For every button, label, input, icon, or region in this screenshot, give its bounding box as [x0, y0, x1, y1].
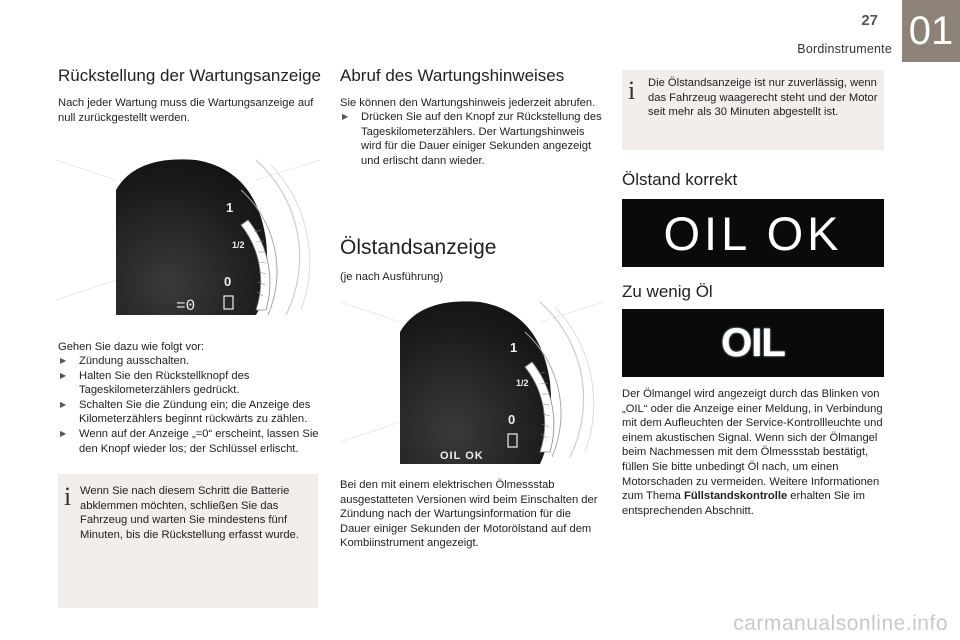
reset-step-4: ▶ Wenn auf der Anzeige „=0“ erscheint, lassen Sie den Knopf wieder los; der Schlüssel erlischt. — [58, 427, 320, 456]
electric-dipstick-text: Bei den mit einem elektrischen Ölmessstab ausgestatteten Versionen wird beim Einschalten der Zündung nach der Wartungsinformation für die Dauer einiger Sekunden der Motorölstand auf dem Kombiinstrument angezeigt. — [340, 479, 598, 550]
watermark: carmanualsonline.info — [733, 612, 948, 635]
reset-intro-text: Nach jeder Wartung muss die Wartungsanzeige auf null zurückgestellt werden. — [58, 97, 314, 124]
reset-step-1: ▶ Zündung ausschalten. — [58, 354, 320, 369]
retrieve-step-1: ▶ Drücken Sie auf den Knopf zur Rückstellung des Tageskilometerzählers. Der Wartungshinweis wird für die Dauer einiger Sekunden angezeigt und erlischt dann wieder. — [340, 110, 604, 168]
page-number: 27 — [861, 12, 878, 29]
variant-note: (je nach Ausführung) — [340, 271, 444, 283]
oil-gauge-illustration — [340, 292, 604, 472]
retrieve-steps-list — [340, 110, 604, 168]
reset-step-3: ▶ Schalten Sie die Zündung ein; die Anzeige des Kilometerzählers beginnt rückwärts zu zählen. — [58, 398, 320, 427]
oil-low-text: OIL — [721, 320, 785, 365]
oil-ok-display-panel — [622, 199, 884, 267]
oil-low-display-panel — [622, 309, 884, 377]
reset-step-2: ▶ Halten Sie den Rückstellknopf des Tageskilometerzählers gedrückt. — [58, 369, 320, 398]
retrieve-intro-text: Sie können den Wartungshinweis jederzeit abrufen. — [340, 97, 596, 109]
heading-retrieve-maintenance: Abruf des Wartungshinweises — [340, 66, 565, 85]
reset-steps-list — [58, 354, 320, 456]
gauge-mark-half: 1/2 — [232, 240, 245, 250]
level-check-reference: Füllstandskontrolle — [683, 490, 788, 503]
gauge-display-zero: =0 — [176, 297, 196, 315]
info-box-battery — [58, 474, 318, 608]
heading-oil-level-indicator: Ölstandsanzeige — [340, 236, 497, 259]
gauge-mark-0: 0 — [224, 274, 232, 289]
heading-oil-too-low: Zu wenig Öl — [622, 282, 713, 301]
info-box-oil-reliability — [622, 70, 884, 150]
oil-gauge-display: OIL OK — [440, 450, 484, 462]
info-battery-text: Wenn Sie nach diesem Schritt die Batterie abklemmen möchten, schließen Sie das Fahrzeug und warten Sie mindestens fünf Minuten, bis die Rückstellung erfasst wurde. — [80, 485, 299, 541]
gauge-mark-1: 1 — [226, 200, 234, 215]
maintenance-gauge-illustration — [56, 150, 320, 330]
info-icon: i — [64, 482, 72, 511]
chapter-tab: 01 — [902, 0, 960, 62]
heading-oil-level-ok: Ölstand korrekt — [622, 170, 738, 189]
oil-gauge-mark-half: 1/2 — [516, 378, 529, 388]
steps-intro-text: Gehen Sie dazu wie folgt vor: — [58, 341, 205, 353]
oil-low-description — [622, 387, 886, 518]
oil-low-body-tail: erhalten Sie im entsprechenden Abschnitt. — [622, 490, 865, 517]
heading-reset-maintenance: Rückstellung der Wartungsanzeige — [58, 66, 322, 85]
section-label: Bordinstrumente — [797, 42, 892, 56]
oil-low-body: Der Ölmangel wird angezeigt durch das Blinken von „OIL“ oder die Anzeige einer Meldung, in Verbindung mit dem Aufleuchten der Service-Kontrollleuchte und einem akustischen Signal. Wenn sich der Ölmangel beim Nachmessen mit dem Ölmessstab bestätigt, füllen Sie bitte unbedingt Öl nach, um einen Motorschaden zu vermeiden. Weitere Informationen zum Thema — [622, 388, 883, 503]
info-reliability-text: Die Ölstandsanzeige ist nur zuverlässig, wenn das Fahrzeug waagerecht steht und der Motor seit mehr als 30 Minuten abgestellt ist. — [648, 77, 878, 119]
oil-gauge-mark-1: 1 — [510, 340, 518, 355]
info-icon-2: i — [628, 76, 636, 105]
oil-gauge-mark-0: 0 — [508, 412, 516, 427]
oil-ok-text: OIL OK — [663, 206, 843, 260]
